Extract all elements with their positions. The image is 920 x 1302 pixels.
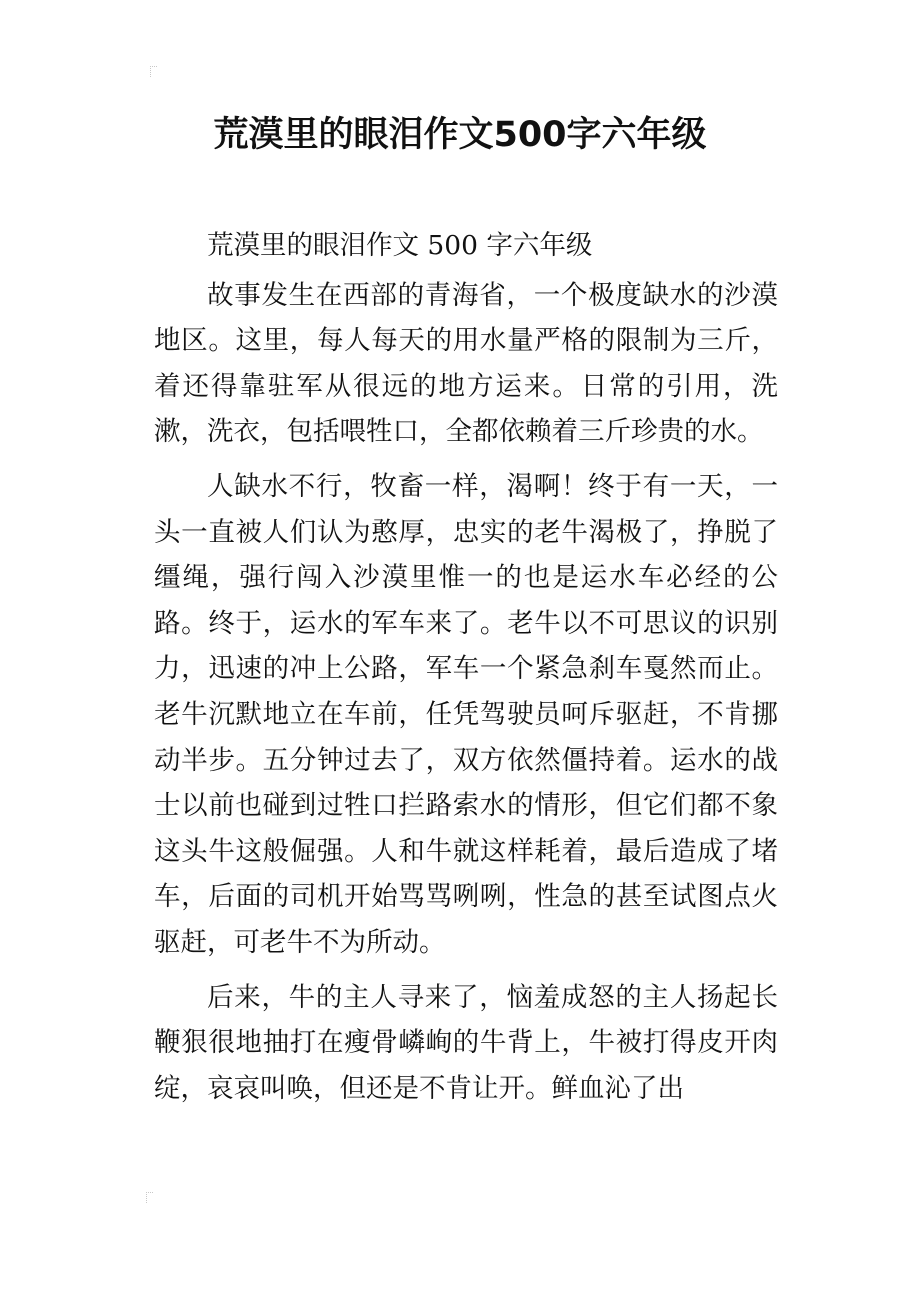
paragraph-3: 后来，牛的主人寻来了，恼羞成怒的主人扬起长鞭狠很地抽打在瘦骨嶙峋的牛背上，牛被打得皮开肉绽，哀哀叫唤，但还是不肯让开。鲜血沁了出 [154, 981, 778, 1104]
document-body [154, 223, 778, 1120]
paragraph-2: 人缺水不行，牧畜一样，渴啊！终于有一天，一头一直被人们认为憨厚，忠实的老牛渴极了，挣脱了缰绳，强行闯入沙漠里惟一的也是运水车必经的公路。终于，运水的军车来了。老牛以不可思议的识别力，迅速的冲上公路，军车一个紧急刹车戛然而止。老牛沉默地立在车前，任凭驾驶员呵斥驱赶，不肯挪动半步。五分钟过去了，双方依然僵持着。运水的战士以前也碰到过牲口拦路索水的情形，但它们都不象这头牛这般倔强。人和牛就这样耗着，最后造成了堵车，后面的司机开始骂骂咧咧，性急的甚至试图点火驱赶，可老牛不为所动。 [154, 470, 778, 958]
document-title: 荒漠里的眼泪作文500字六年级 [213, 115, 707, 155]
page-corner-mark-top [150, 66, 157, 77]
page-corner-mark-bottom [146, 1192, 153, 1203]
paragraph-1: 故事发生在西部的青海省，一个极度缺水的沙漠地区。这里，每人每天的用水量严格的限制为三斤，着还得靠驻军从很远的地方运来。日常的引用，洗漱，洗衣，包括喂牲口，全都依赖着三斤珍贵的水。 [154, 279, 778, 448]
body-subtitle: 荒漠里的眼泪作文 500 字六年级 [207, 230, 593, 261]
